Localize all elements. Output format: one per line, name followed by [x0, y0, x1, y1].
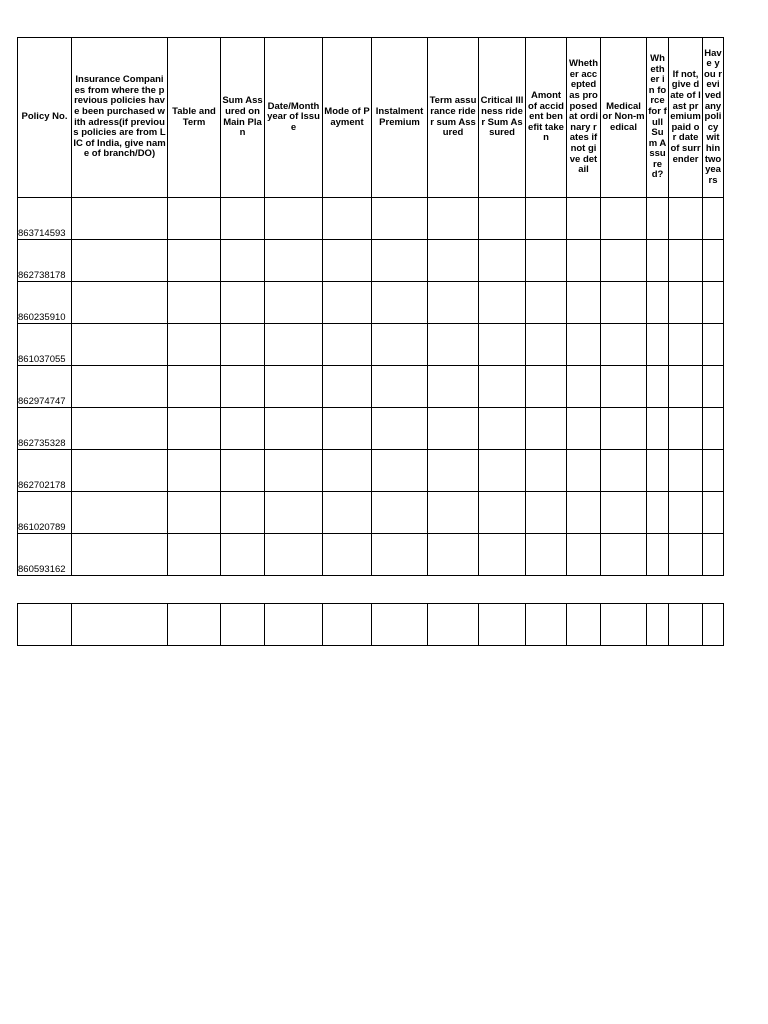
- table-row: [18, 450, 724, 492]
- data-cell[interactable]: [428, 450, 479, 492]
- data-cell[interactable]: [323, 366, 372, 408]
- data-cell[interactable]: [323, 492, 372, 534]
- blank-cell[interactable]: [647, 604, 669, 646]
- data-cell[interactable]: [323, 324, 372, 366]
- blank-cell[interactable]: [372, 604, 428, 646]
- data-cell[interactable]: [72, 282, 168, 324]
- header-label: Sum Assured on Main Plan: [222, 95, 263, 139]
- data-cell[interactable]: [72, 240, 168, 282]
- data-cell[interactable]: [647, 282, 669, 324]
- data-cell[interactable]: [526, 534, 567, 576]
- data-cell[interactable]: [601, 492, 647, 534]
- blank-cell[interactable]: [703, 604, 724, 646]
- data-cell[interactable]: [567, 240, 601, 282]
- data-cell[interactable]: [479, 282, 526, 324]
- data-cell[interactable]: [526, 240, 567, 282]
- data-cell[interactable]: [72, 450, 168, 492]
- header-term-assurance-rider: [428, 38, 479, 198]
- data-cell[interactable]: [221, 240, 265, 282]
- data-cell[interactable]: [265, 534, 323, 576]
- header-last-premium-date: [669, 38, 703, 198]
- data-cell[interactable]: [647, 534, 669, 576]
- data-cell[interactable]: [221, 282, 265, 324]
- data-cell[interactable]: [526, 450, 567, 492]
- policy-number-cell[interactable]: 860235910: [18, 282, 72, 324]
- data-cell[interactable]: [601, 534, 647, 576]
- table-row: [18, 366, 724, 408]
- data-cell[interactable]: [168, 492, 221, 534]
- data-cell[interactable]: [72, 492, 168, 534]
- table-row: [18, 492, 724, 534]
- data-cell[interactable]: [428, 324, 479, 366]
- data-cell[interactable]: [479, 324, 526, 366]
- data-cell[interactable]: [428, 408, 479, 450]
- data-cell[interactable]: [265, 408, 323, 450]
- data-cell[interactable]: [669, 282, 703, 324]
- data-cell[interactable]: [669, 366, 703, 408]
- data-cell[interactable]: [669, 534, 703, 576]
- policy-number-cell[interactable]: 862974747: [18, 366, 72, 408]
- data-cell[interactable]: [221, 534, 265, 576]
- data-cell[interactable]: [72, 324, 168, 366]
- header-label: If not, give date of last premium paid or date of surrender: [670, 68, 701, 165]
- blank-cell[interactable]: [323, 604, 372, 646]
- data-cell[interactable]: [703, 324, 724, 366]
- data-cell[interactable]: [703, 534, 724, 576]
- header-label: Insurance Companies from where the previous policies have been purchased with adress(if previous policies are from LIC of India, give name of branch/DO): [73, 74, 166, 160]
- header-insurance-companies: [72, 38, 168, 198]
- data-cell[interactable]: [526, 408, 567, 450]
- data-cell[interactable]: [567, 198, 601, 240]
- blank-cell[interactable]: [526, 604, 567, 646]
- header-label: Policy No.: [21, 111, 68, 123]
- data-cell[interactable]: [669, 198, 703, 240]
- data-cell[interactable]: [703, 450, 724, 492]
- data-cell[interactable]: [168, 324, 221, 366]
- data-cell[interactable]: [526, 492, 567, 534]
- data-cell[interactable]: [428, 240, 479, 282]
- data-cell[interactable]: [479, 366, 526, 408]
- header-label: Medical or Non-medical: [602, 100, 645, 133]
- data-cell[interactable]: [221, 492, 265, 534]
- data-cell[interactable]: [265, 366, 323, 408]
- data-cell[interactable]: [72, 366, 168, 408]
- data-cell[interactable]: [601, 324, 647, 366]
- blank-cell[interactable]: [72, 604, 168, 646]
- data-cell[interactable]: [647, 198, 669, 240]
- policy-number-cell[interactable]: 860593162: [18, 534, 72, 576]
- blank-cell[interactable]: [265, 604, 323, 646]
- blank-row: [18, 604, 724, 646]
- blank-cell[interactable]: [168, 604, 221, 646]
- data-cell[interactable]: [567, 282, 601, 324]
- data-cell[interactable]: [72, 408, 168, 450]
- header-row: [18, 38, 724, 198]
- header-label: Term assurance rider sum Assured: [429, 95, 477, 139]
- data-cell[interactable]: [647, 492, 669, 534]
- data-cell[interactable]: [372, 366, 428, 408]
- data-cell[interactable]: [323, 408, 372, 450]
- blank-cell[interactable]: [567, 604, 601, 646]
- data-cell[interactable]: [703, 240, 724, 282]
- data-cell[interactable]: [669, 240, 703, 282]
- data-cell[interactable]: [265, 324, 323, 366]
- table-row: [18, 240, 724, 282]
- data-cell[interactable]: [479, 408, 526, 450]
- data-cell[interactable]: [323, 450, 372, 492]
- data-cell[interactable]: [479, 240, 526, 282]
- data-cell[interactable]: [72, 198, 168, 240]
- data-cell[interactable]: [265, 282, 323, 324]
- data-cell[interactable]: [372, 282, 428, 324]
- data-cell[interactable]: [567, 450, 601, 492]
- data-cell[interactable]: [601, 408, 647, 450]
- data-cell[interactable]: [479, 450, 526, 492]
- header-label: Critical Illness rider Sum Assured: [480, 95, 524, 139]
- table-row: [18, 324, 724, 366]
- data-cell[interactable]: [526, 282, 567, 324]
- data-cell[interactable]: [703, 492, 724, 534]
- data-cell[interactable]: [372, 408, 428, 450]
- data-cell[interactable]: [372, 198, 428, 240]
- header-medical: [601, 38, 647, 198]
- data-cell[interactable]: [168, 282, 221, 324]
- header-critical-illness-rider: [479, 38, 526, 198]
- data-cell[interactable]: [526, 198, 567, 240]
- blank-cell[interactable]: [479, 604, 526, 646]
- data-cell[interactable]: [647, 408, 669, 450]
- header-sum-assured: [221, 38, 265, 198]
- data-cell[interactable]: [323, 198, 372, 240]
- blank-cell[interactable]: [18, 604, 72, 646]
- header-table-and-term: [168, 38, 221, 198]
- blank-cell[interactable]: [221, 604, 265, 646]
- data-cell[interactable]: [669, 408, 703, 450]
- header-policy-no: [18, 38, 72, 198]
- policy-number-cell[interactable]: 861020789: [18, 492, 72, 534]
- header-label: Table and Term: [172, 105, 216, 128]
- policy-number-cell[interactable]: 862738178: [18, 240, 72, 282]
- policy-number-cell[interactable]: 862735328: [18, 408, 72, 450]
- data-cell[interactable]: [428, 366, 479, 408]
- data-cell[interactable]: [647, 324, 669, 366]
- data-cell[interactable]: [567, 324, 601, 366]
- data-cell[interactable]: [669, 324, 703, 366]
- data-cell[interactable]: [372, 240, 428, 282]
- data-cell[interactable]: [323, 534, 372, 576]
- data-cell[interactable]: [428, 492, 479, 534]
- data-cell[interactable]: [567, 366, 601, 408]
- blank-entry-table: [17, 603, 724, 646]
- policy-number-cell[interactable]: 861037055: [18, 324, 72, 366]
- data-cell[interactable]: [601, 366, 647, 408]
- data-cell[interactable]: [479, 492, 526, 534]
- data-cell[interactable]: [372, 324, 428, 366]
- header-label: Instalment Premium: [375, 105, 424, 128]
- data-cell[interactable]: [669, 450, 703, 492]
- data-cell[interactable]: [372, 534, 428, 576]
- data-cell[interactable]: [703, 366, 724, 408]
- data-cell[interactable]: [168, 366, 221, 408]
- data-cell[interactable]: [703, 198, 724, 240]
- data-cell[interactable]: [567, 408, 601, 450]
- data-cell[interactable]: [168, 198, 221, 240]
- policy-number-cell[interactable]: 862702178: [18, 450, 72, 492]
- data-cell[interactable]: [601, 240, 647, 282]
- data-cell[interactable]: [323, 282, 372, 324]
- data-cell[interactable]: [221, 324, 265, 366]
- policy-number-cell[interactable]: 863714593: [18, 198, 72, 240]
- table-row: [18, 534, 724, 576]
- header-label: Whether accepted as proposed at ordinary rates if not give detail: [568, 58, 599, 176]
- data-cell[interactable]: [168, 408, 221, 450]
- data-cell[interactable]: [428, 282, 479, 324]
- data-cell[interactable]: [703, 408, 724, 450]
- data-cell[interactable]: [601, 282, 647, 324]
- header-accident-benefit: [526, 38, 567, 198]
- data-cell[interactable]: [221, 366, 265, 408]
- data-cell[interactable]: [601, 450, 647, 492]
- data-cell[interactable]: [567, 534, 601, 576]
- header-instalment-premium: [372, 38, 428, 198]
- data-cell[interactable]: [72, 534, 168, 576]
- table-row: [18, 282, 724, 324]
- data-cell[interactable]: [479, 198, 526, 240]
- blank-cell[interactable]: [428, 604, 479, 646]
- header-date-of-issue: [265, 38, 323, 198]
- data-cell[interactable]: [323, 240, 372, 282]
- header-label: Mode of Payment: [324, 105, 370, 128]
- data-cell[interactable]: [526, 324, 567, 366]
- data-cell[interactable]: [168, 240, 221, 282]
- data-cell[interactable]: [221, 198, 265, 240]
- policy-details-table: [17, 37, 724, 576]
- data-cell[interactable]: [669, 492, 703, 534]
- data-cell[interactable]: [567, 492, 601, 534]
- header-label: Whether in force for full Sum Assured?: [648, 52, 667, 181]
- header-label: Have you revived any policy within two years: [704, 47, 722, 186]
- blank-cell[interactable]: [601, 604, 647, 646]
- data-cell[interactable]: [265, 492, 323, 534]
- table-row: [18, 408, 724, 450]
- blank-cell[interactable]: [669, 604, 703, 646]
- data-cell[interactable]: [168, 534, 221, 576]
- header-mode-of-payment: [323, 38, 372, 198]
- data-cell[interactable]: [372, 492, 428, 534]
- header-revived-policy: [703, 38, 724, 198]
- header-in-force: [647, 38, 669, 198]
- header-accepted-as-proposed: [567, 38, 601, 198]
- data-cell[interactable]: [265, 450, 323, 492]
- data-cell[interactable]: [428, 534, 479, 576]
- data-cell[interactable]: [647, 366, 669, 408]
- data-cell[interactable]: [601, 198, 647, 240]
- data-cell[interactable]: [265, 240, 323, 282]
- policy-rows: [18, 198, 724, 576]
- data-cell[interactable]: [221, 450, 265, 492]
- table-row: [18, 198, 724, 240]
- header-label: Date/Month year of Issue: [267, 100, 320, 133]
- data-cell[interactable]: [221, 408, 265, 450]
- data-cell[interactable]: [526, 366, 567, 408]
- data-cell[interactable]: [647, 450, 669, 492]
- data-cell[interactable]: [168, 450, 221, 492]
- data-cell[interactable]: [265, 198, 323, 240]
- data-cell[interactable]: [479, 534, 526, 576]
- data-cell[interactable]: [428, 198, 479, 240]
- header-label: Amont of accident benefit taken: [528, 90, 564, 144]
- data-cell[interactable]: [372, 450, 428, 492]
- data-cell[interactable]: [703, 282, 724, 324]
- data-cell[interactable]: [647, 240, 669, 282]
